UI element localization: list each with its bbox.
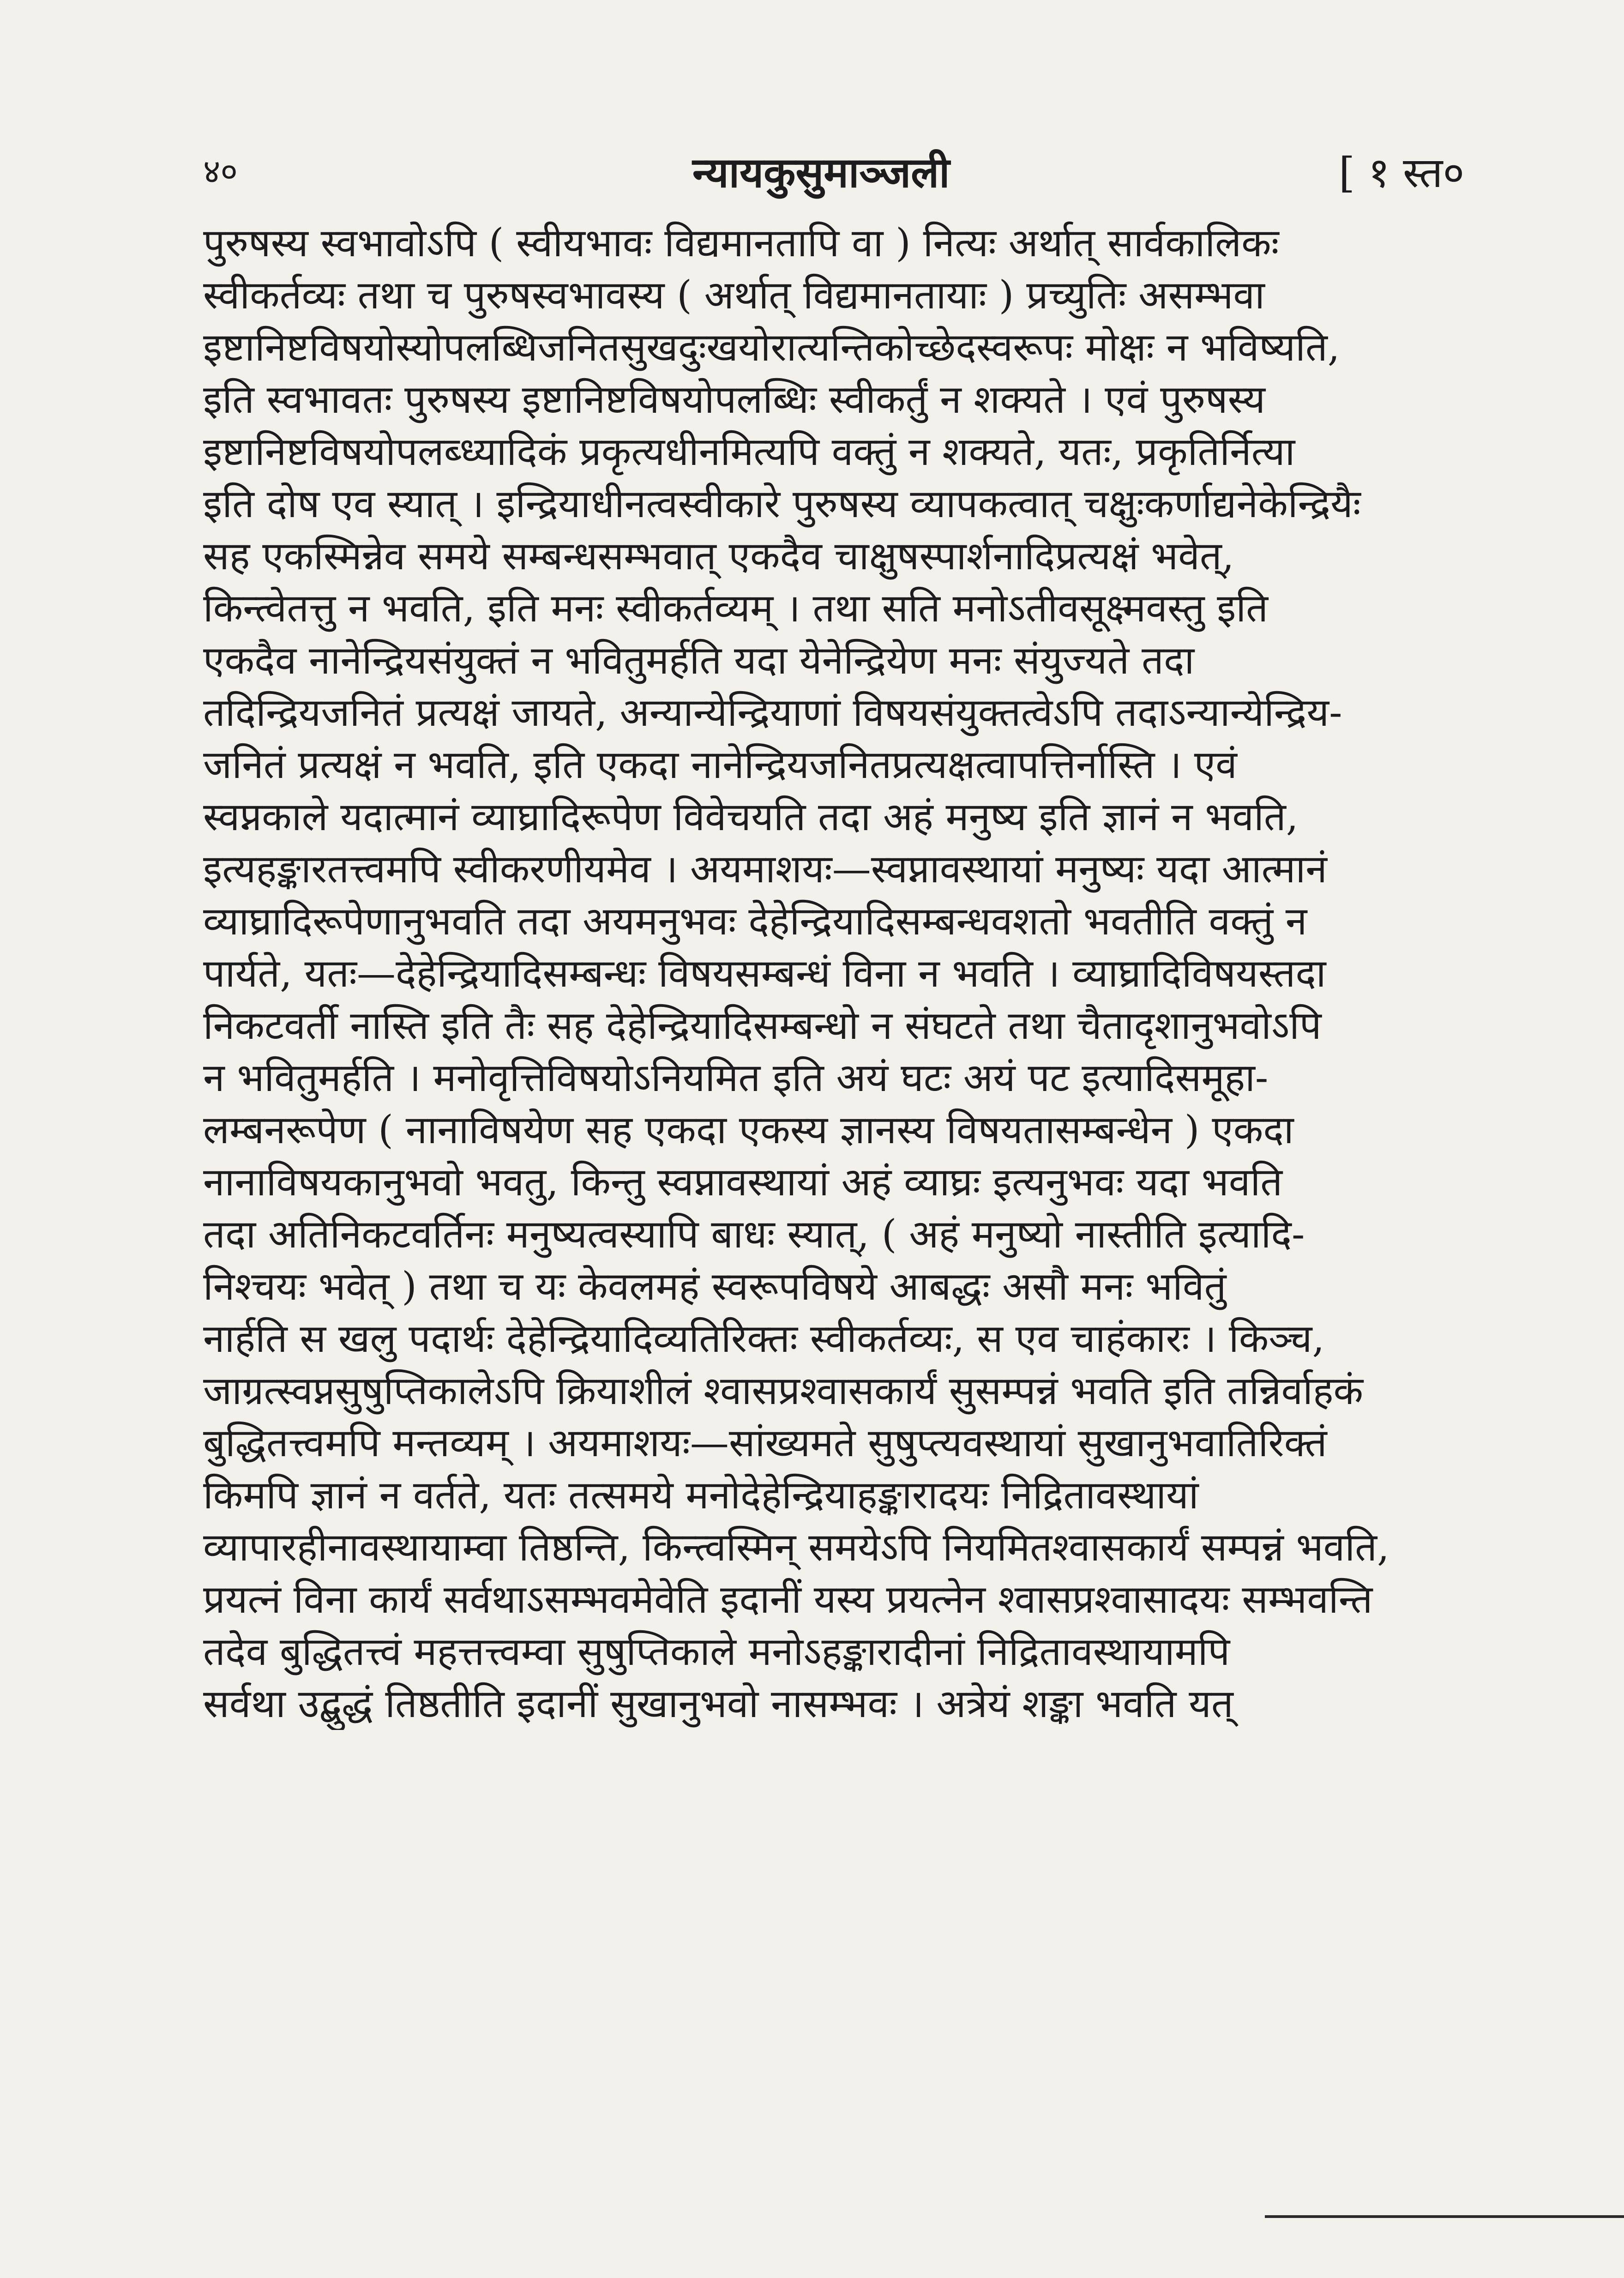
text-line: नानाविषयकानुभवो भवतु, किन्तु स्वप्नावस्थायां अहं व्याघ्रः इत्यनुभवः यदा भवति (203, 1159, 1283, 1205)
text-line: किन्त्वेतत्तु न भवति, इति मनः स्वीकर्तव्यम् । तथा सति मनोऽतीवसूक्ष्मवस्तु इति (203, 585, 1269, 631)
page-header (0, 139, 1624, 203)
text-line: तदा अतिनिकटवर्तिनः मनुष्यत्वस्यापि बाधः स्यात्, ( अहं मनुष्यो नास्तीति इत्यादि- (203, 1211, 1305, 1257)
text-line: इष्टानिष्टविषयोस्योपलब्धिजनितसुखदुःखयोरात्यन्तिकोच्छेदस्वरूपः मोक्षः न भविष्यति, (203, 325, 1340, 370)
text-line: किमपि ज्ञानं न वर्तते, यतः तत्समये मनोदेहेन्द्रियाहङ्कारादयः निद्रितावस्थायां (203, 1472, 1199, 1518)
text-line: स्वप्नकाले यदात्मानं व्याघ्रादिरूपेण विवेचयति तदा अहं मनुष्य इति ज्ञानं न भवति, (203, 794, 1299, 839)
text-line: इति दोष एव स्यात् । इन्द्रियाधीनत्वस्वीकारे पुरुषस्य व्यापकत्वात् चक्षुःकर्णाद्यनेकेन्द्रियैः (203, 481, 1361, 526)
text-line: निश्चयः भवेत् ) तथा च यः केवलमहं स्वरूपविषये आबद्धः असौ मनः भवितुं (203, 1264, 1227, 1309)
text-line: तदेव बुद्धितत्त्वं महत्तत्त्वम्वा सुषुप्तिकाले मनोऽहङ्कारादीनां निद्रितावस्थायामपि (203, 1629, 1230, 1674)
page-number: ४० (203, 152, 238, 191)
text-line: स्वीकर्तव्यः तथा च पुरुषस्वभावस्य ( अर्थात् विद्यमानतायाः ) प्रच्युतिः असम्भवा (203, 272, 1265, 318)
text-line: पुरुषस्य स्वभावोऽपि ( स्वीयभावः विद्यमानतापि वा ) नित्यः अर्थात् सार्वकालिकः (203, 220, 1279, 265)
text-line: जनितं प्रत्यक्षं न भवति, इति एकदा नानेन्द्रियजनितप्रत्यक्षत्वापत्तिर्नास्ति । एवं (203, 742, 1237, 787)
page-rule (1265, 2215, 1624, 2218)
text-line: सह एकस्मिन्नेव समये सम्बन्धसम्भवात् एकदैव चाक्षुषस्पार्शनादिप्रत्यक्षं भवेत्, (203, 533, 1234, 579)
section-reference: [ १ स्त० (1339, 149, 1465, 197)
text-line: सर्वथा उद्बुद्धं तिष्ठतीति इदानीं सुखानुभवो नासम्भवः । अत्रेयं शङ्का भवति यत् (203, 1681, 1233, 1726)
body-text (203, 217, 1459, 1730)
text-line: नार्हति स खलु पदार्थः देहेन्द्रियादिव्यतिरिक्तः स्वीकर्तव्यः, स एव चाहंकारः । किञ्च, (203, 1316, 1325, 1361)
text-line: व्याघ्रादिरूपेणानुभवति तदा अयमनुभवः देहेन्द्रियादिसम्बन्धवशतो भवतीति वक्तुं न (203, 898, 1307, 944)
text-line: लम्बनरूपेण ( नानाविषयेण सह एकदा एकस्य ज्ञानस्य विषयतासम्बन्धेन ) एकदा (203, 1107, 1294, 1152)
text-line: न भवितुमर्हति । मनोवृत्तिविषयोऽनियमित इति अयं घटः अयं पट इत्यादिसमूहा- (203, 1055, 1269, 1100)
text-line: एकदैव नानेन्द्रियसंयुक्तं न भवितुमर्हति यदा येनेन्द्रियेण मनः संयुज्यते तदा (203, 638, 1195, 683)
text-line: तदिन्द्रियजनितं प्रत्यक्षं जायते, अन्यान्येन्द्रियाणां विषयसंयुक्तत्वेऽपि तदाऽन्यान्येन्द्रिय- (203, 690, 1342, 735)
text-line: जाग्रत्स्वप्नसुषुप्तिकालेऽपि क्रियाशीलं श्वासप्रश्वासकार्यं सुसम्पन्नं भवति इति तन्निर्वाहकं (203, 1368, 1364, 1413)
text-line: व्यापारहीनावस्थायाम्वा तिष्ठन्ति, किन्त्वस्मिन् समयेऽपि नियमितश्वासकार्यं सम्पन्नं भवति, (203, 1525, 1389, 1570)
text-line: निकटवर्ती नास्ति इति तैः सह देहेन्द्रियादिसम्बन्धो न संघटते तथा चैतादृशानुभवोऽपि (203, 1003, 1322, 1048)
text-line: इष्टानिष्टविषयोपलब्ध्यादिकं प्रकृत्यधीनमित्यपि वक्तुं न शक्यते, यतः, प्रकृतिर्नित्या (203, 429, 1295, 474)
text-line: प्रयत्नं विना कार्यं सर्वथाऽसम्भवमेवेति इदानीं यस्य प्रयत्नेन श्वासप्रश्वासादयः सम्भवन्ति (203, 1577, 1373, 1622)
text-line: इति स्वभावतः पुरुषस्य इष्टानिष्टविषयोपलब्धिः स्वीकर्तुं न शक्यते । एवं पुरुषस्य (203, 377, 1265, 422)
book-title: न्यायकुसुमाञ्जली (692, 148, 950, 197)
text-line: इत्यहङ्कारतत्त्वमपि स्वीकरणीयमेव । अयमाशयः—स्वप्नावस्थायां मनुष्यः यदा आत्मानं (203, 846, 1327, 892)
text-line: पार्यते, यतः—देहेन्द्रियादिसम्बन्धः विषयसम्बन्धं विना न भवति । व्याघ्रादिविषयस्तदा (203, 951, 1326, 996)
text-line: बुद्धितत्त्वमपि मन्तव्यम् । अयमाशयः—सांख्यमते सुषुप्त्यवस्थायां सुखानुभवातिरिक्तं (203, 1420, 1327, 1465)
